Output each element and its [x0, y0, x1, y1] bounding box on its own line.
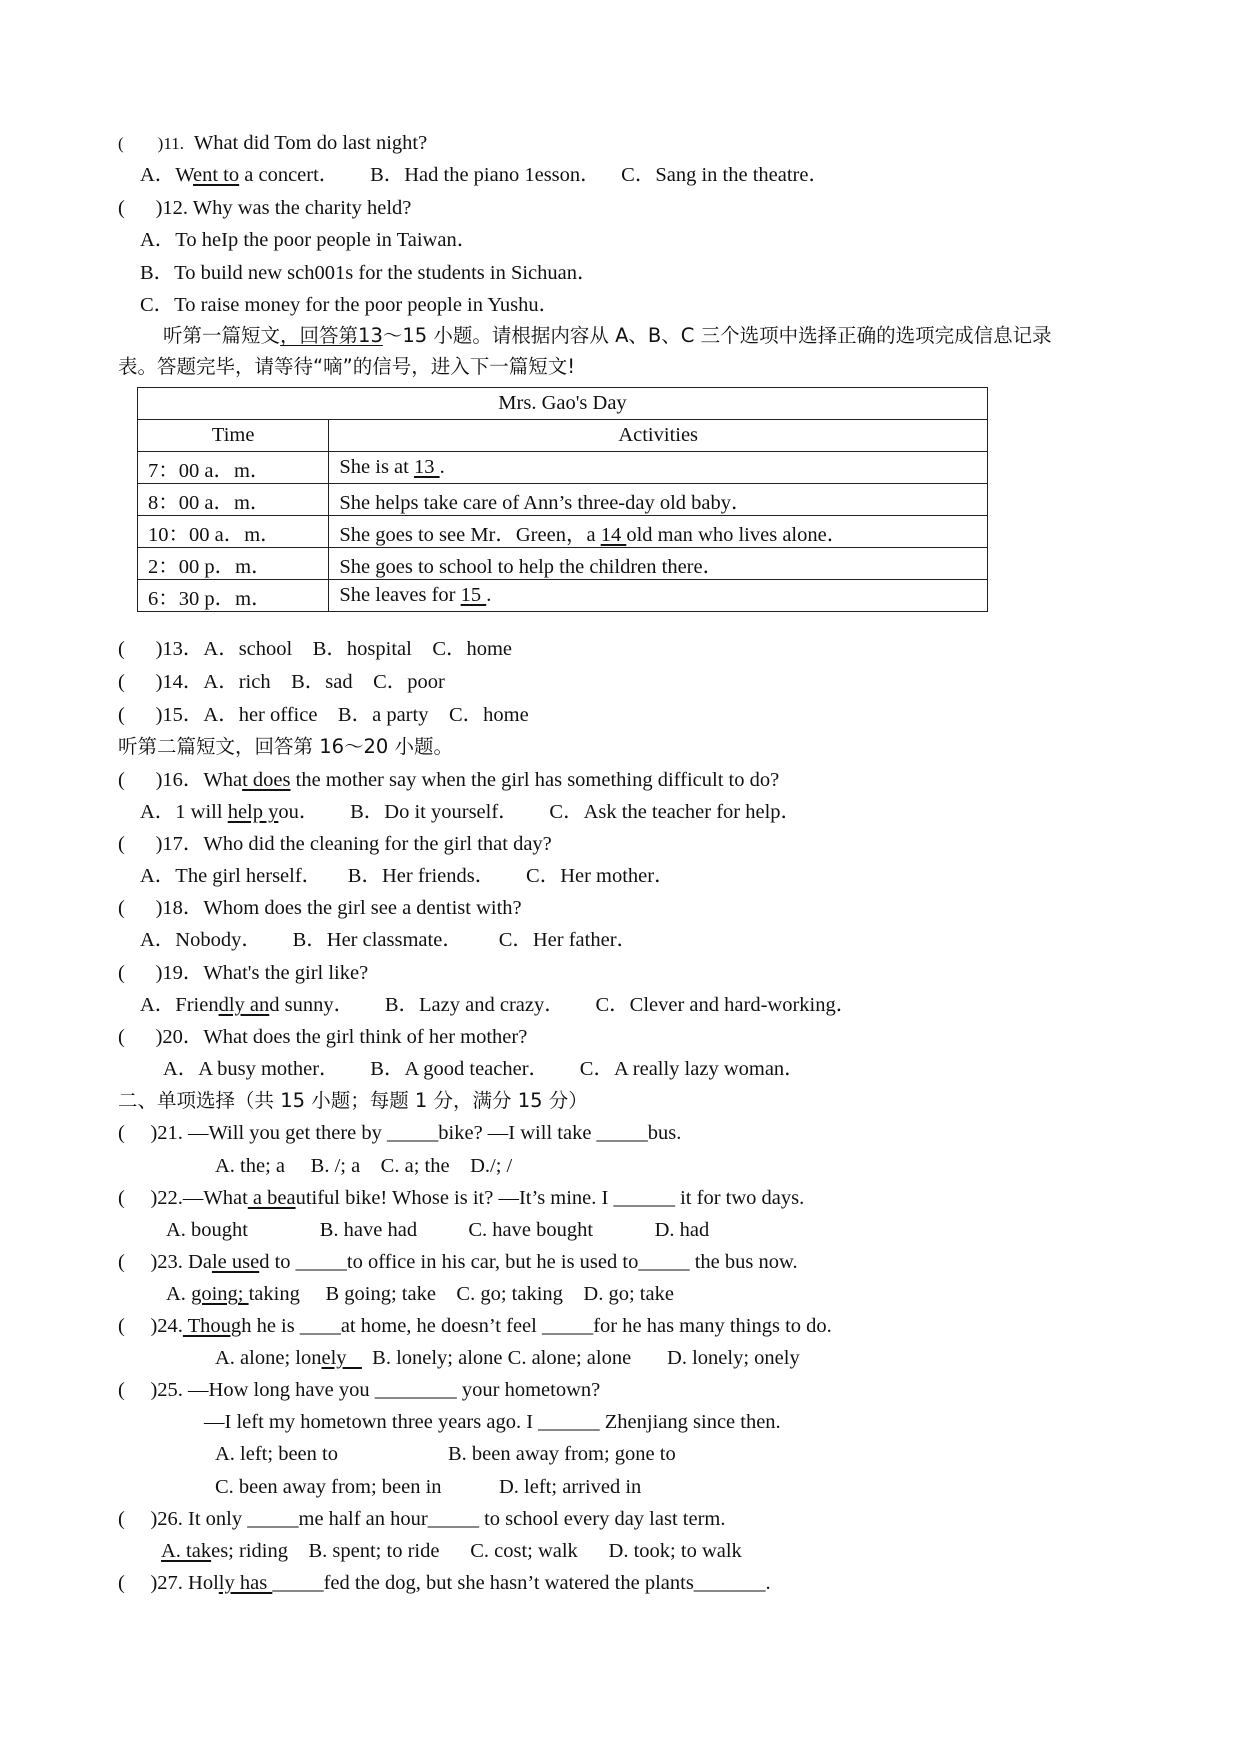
answer-blank: 13: [413, 456, 440, 478]
question-22-options: A. bought B. have had C. have bought D. had: [166, 1219, 710, 1241]
answer-blank: 14: [600, 523, 627, 546]
question-24-options: A. alone; lonely B. lonely; alone C. alone; alone D. lonely; onely: [215, 1347, 800, 1369]
passage-1-instructions: 听第一篇短文，回答第13～15 小题。请根据内容从 A、B、C 三个选项中选择正确的选项完成信息记录: [163, 324, 1052, 347]
question-12: ( )12. Why was the charity held?: [118, 197, 412, 219]
question-20: ( )20．What does the girl think of her mother?: [118, 1026, 528, 1048]
question-18-options: A．Nobody． B．Her classmate． C．Her father．: [140, 929, 638, 951]
question-11-options: A．Went to a concert． B．Had the piano 1esson． C．Sang in the theatre．: [140, 164, 829, 186]
question-25-reply: —I left my hometown three years ago. I ______ Zhenjiang since then.: [204, 1411, 781, 1433]
question-12-option-b: B．To build new sch001s for the students in Sichuan．: [140, 262, 598, 284]
answer-bracket: ( ): [118, 134, 164, 153]
question-26-options: A. takes; riding B. spent; to ride C. cost; walk D. took; to walk: [161, 1540, 742, 1562]
question-25-option-d: D. left; arrived in: [499, 1476, 642, 1498]
section-2-heading: 二、单项选择（共 15 小题；每题 1 分，满分 15 分）: [118, 1089, 588, 1112]
table-row: 6：30 p．m． She leaves for 15 .: [138, 580, 988, 612]
table-title: Mrs. Gao's Day: [138, 388, 988, 420]
question-25: ( )25. —How long have you ________ your hometown?: [118, 1379, 601, 1401]
question-15: ( )15．A．her office B．a party C．home: [118, 704, 529, 726]
question-18: ( )18．Whom does the girl see a dentist with?: [118, 897, 522, 919]
passage-2-instructions: 听第二篇短文，回答第 16～20 小题。: [118, 735, 454, 758]
question-13: ( )13．A．school B．hospital C．home: [118, 638, 513, 660]
question-20-options: A．A busy mother． B．A good teacher． C．A really lazy woman．: [163, 1058, 805, 1080]
question-23: ( )23. Dale used to _____to office in his car, but he is used to_____ the bus now.: [118, 1251, 798, 1273]
question-17-options: A．The girl herself． B．Her friends． C．Her mother．: [140, 865, 675, 887]
question-16: ( )16．What does the mother say when the girl has something difficult to do?: [118, 769, 780, 791]
column-header-activities: Activities: [329, 420, 988, 452]
mrs-gao-day-table: [137, 387, 988, 612]
question-21: ( )21. —Will you get there by _____bike? —I will take _____bus.: [118, 1122, 682, 1144]
question-19-options: A．Friendly and sunny． B．Lazy and crazy． C．Clever and hard-working．: [140, 994, 857, 1016]
question-23-options: A. going; taking B going; take C. go; taking D. go; take: [166, 1283, 674, 1305]
answer-blank: 15: [460, 584, 487, 606]
question-27: ( )27. Holly has _____fed the dog, but she hasn’t watered the plants_______.: [118, 1572, 771, 1594]
question-22: ( )22.—What a beautiful bike! Whose is it? —It’s mine. I ______ it for two days.: [118, 1187, 805, 1209]
question-12-option-a: A．To heIp the poor people in Taiwan．: [140, 229, 478, 251]
question-16-options: A．1 will help you． B．Do it yourself． C．Ask the teacher for help．: [140, 801, 802, 823]
question-17: ( )17．Who did the cleaning for the girl that day?: [118, 833, 552, 855]
question-19: ( )19．What's the girl like?: [118, 962, 369, 984]
question-14: ( )14．A．rich B．sad C．poor: [118, 671, 445, 693]
question-24: ( )24. Though he is ____at home, he doesn’t feel _____for he has many things to do.: [118, 1315, 832, 1337]
question-26: ( )26. It only _____me half an hour_____ to school every day last term.: [118, 1508, 726, 1530]
table-row: 7：00 a．m． She is at 13 .: [138, 452, 988, 484]
passage-1-instructions-line2: 表。答题完毕，请等待“嘀”的信号，进入下一篇短文!: [118, 355, 576, 378]
table-row: 8：00 a．m． She helps take care of Ann’s three-day old baby．: [138, 484, 988, 516]
column-header-time: Time: [138, 420, 329, 452]
question-21-options: A. the; a B. /; a C. a; the D./; /: [215, 1155, 513, 1177]
question-25-option-b: B. been away from; gone to: [448, 1443, 676, 1465]
question-12-option-c: C．To raise money for the poor people in Yushu．: [140, 294, 560, 316]
question-11: ( )11. What did Tom do last night?: [118, 132, 428, 154]
table-row: 2：00 p．m． She goes to school to help the children there．: [138, 548, 988, 580]
table-row: 10：00 a．m． She goes to see Mr．Green，a 14 old man who lives alone．: [138, 516, 988, 548]
question-25-option-c: C. been away from; been in: [215, 1476, 442, 1498]
question-25-option-a: A. left; been to: [215, 1443, 338, 1465]
